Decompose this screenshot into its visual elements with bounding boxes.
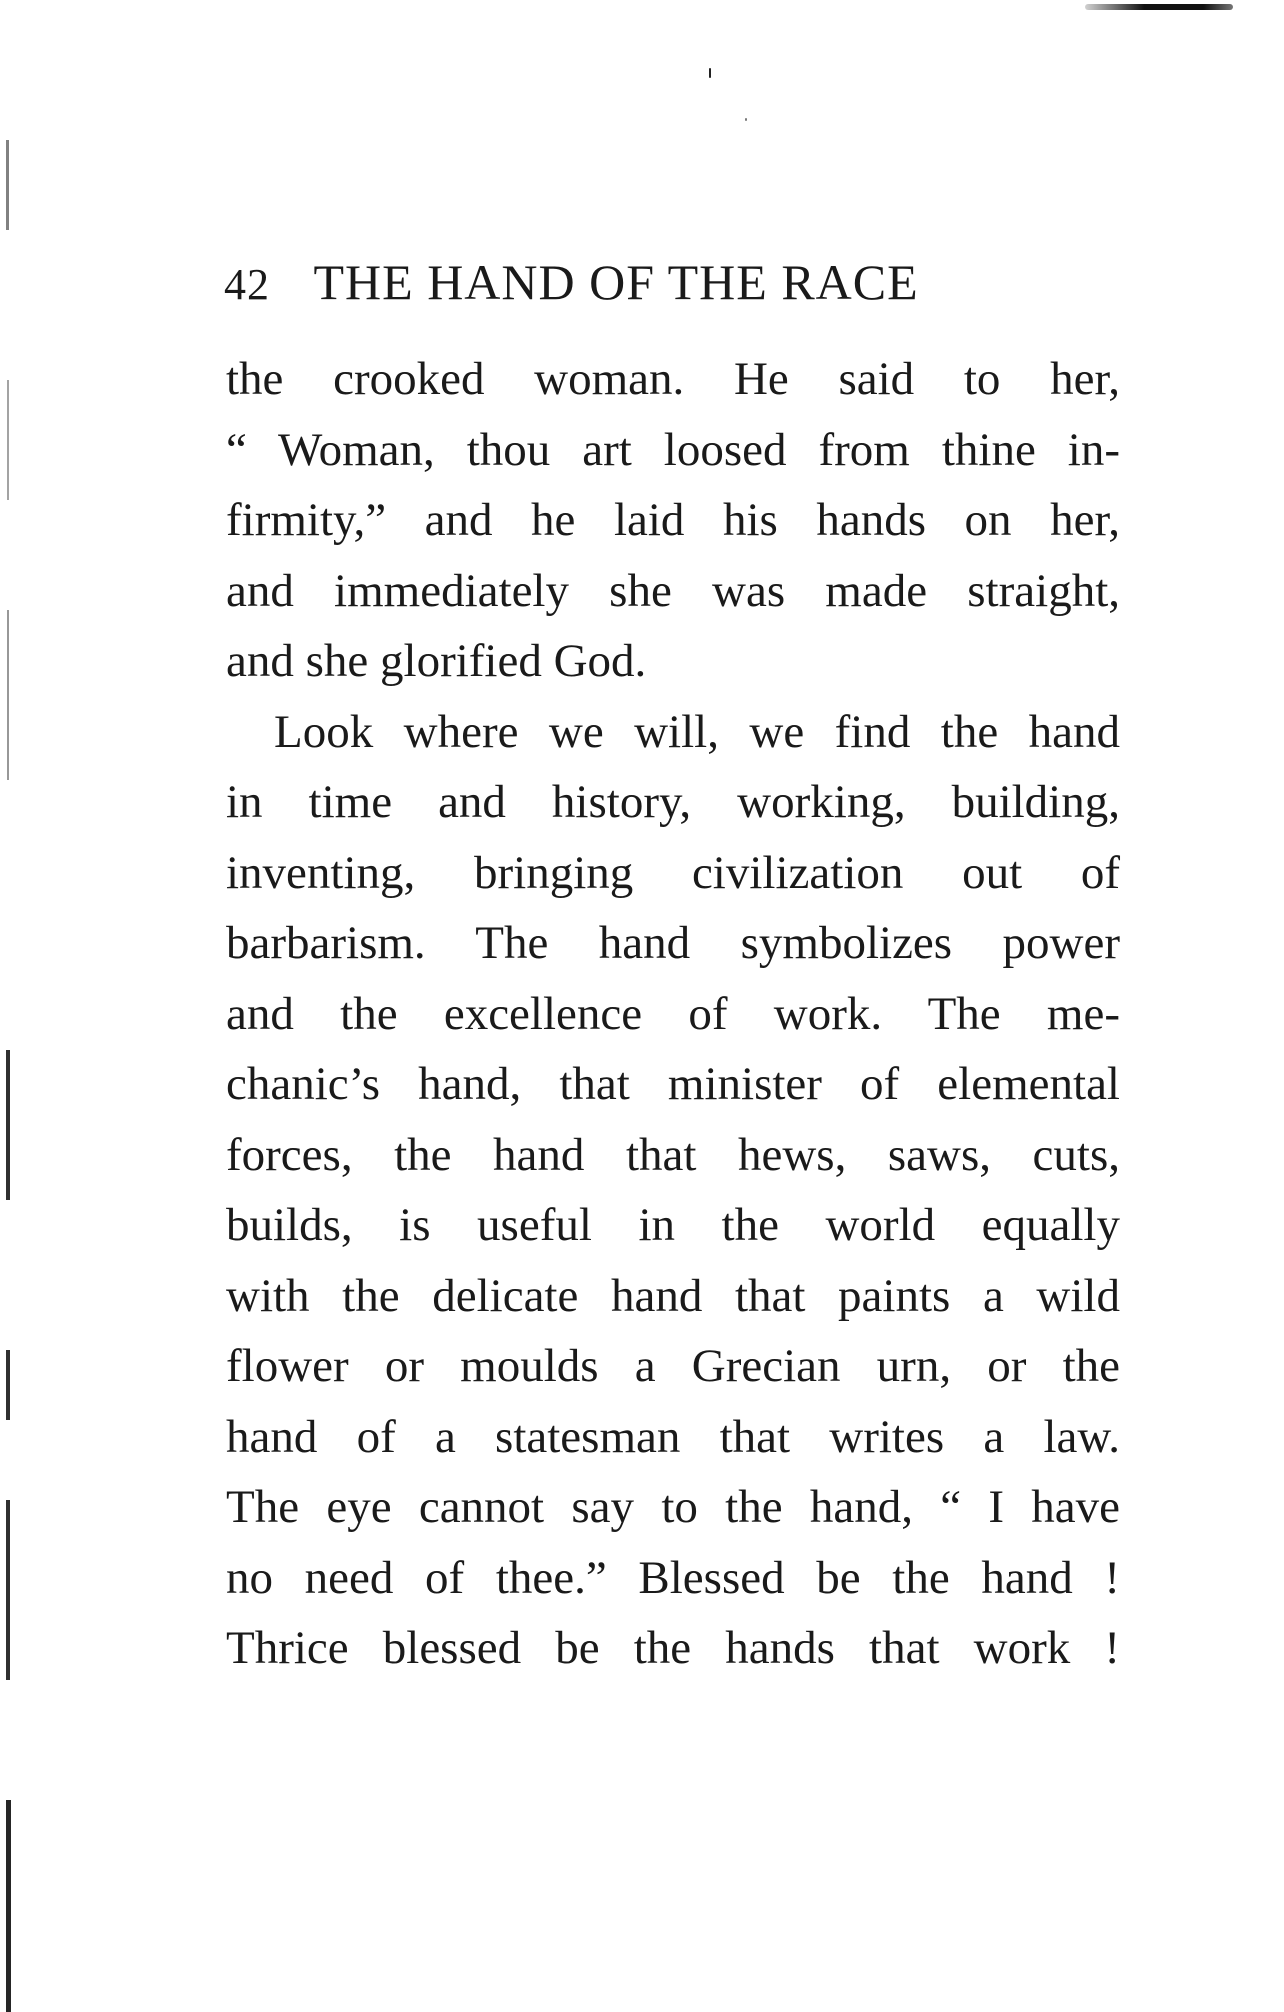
scan-edge-mark (6, 140, 9, 230)
body-text (226, 344, 1120, 1684)
text-line: forces, the hand that hews, saws, cuts, (226, 1128, 1120, 1181)
page-number: 42 (224, 260, 270, 309)
scan-edge-mark (7, 380, 9, 500)
running-head-title: THE HAND OF THE RACE (313, 254, 919, 310)
text-line: and the excellence of work. The me- (226, 987, 1120, 1040)
text-line: Thrice blessed be the hands that work ! (226, 1622, 1120, 1674)
text-line: “ Woman, thou art loosed from thine in- (226, 423, 1120, 476)
scan-edge-mark (7, 610, 9, 780)
text-line: flower or moulds a Grecian urn, or the (226, 1340, 1120, 1392)
running-head (224, 252, 1124, 312)
text-line: in time and history, working, building, (226, 776, 1120, 828)
text-line: and immediately she was made straight, (226, 564, 1120, 617)
text-line: barbarism. The hand symbolizes power (226, 917, 1120, 969)
text-line: the crooked woman. He said to her, (226, 353, 1120, 405)
scan-speck (745, 118, 747, 121)
text-line: builds, is useful in the world equally (226, 1199, 1120, 1251)
scan-speck (709, 68, 711, 78)
scan-edge-mark (6, 1050, 10, 1200)
scan-edge-mark (6, 1350, 10, 1420)
text-line: and she glorified God. (226, 635, 647, 687)
text-line: inventing, bringing civilization out of (226, 846, 1120, 899)
text-line: chanic’s hand, that minister of elemental (226, 1058, 1120, 1110)
text-line: firmity,” and he laid his hands on her, (226, 494, 1120, 546)
text-line: no need of thee.” Blessed be the hand ! (226, 1551, 1120, 1604)
text-line: Look where we will, we find the hand (274, 705, 1120, 758)
scan-edge-mark (6, 1500, 10, 1680)
text-line: hand of a statesman that writes a law. (226, 1410, 1120, 1463)
scan-edge-mark (6, 1800, 11, 2012)
scan-edge-mark (1085, 4, 1233, 10)
text-line: with the delicate hand that paints a wild (226, 1269, 1120, 1322)
text-line: The eye cannot say to the hand, “ I have (226, 1481, 1120, 1533)
